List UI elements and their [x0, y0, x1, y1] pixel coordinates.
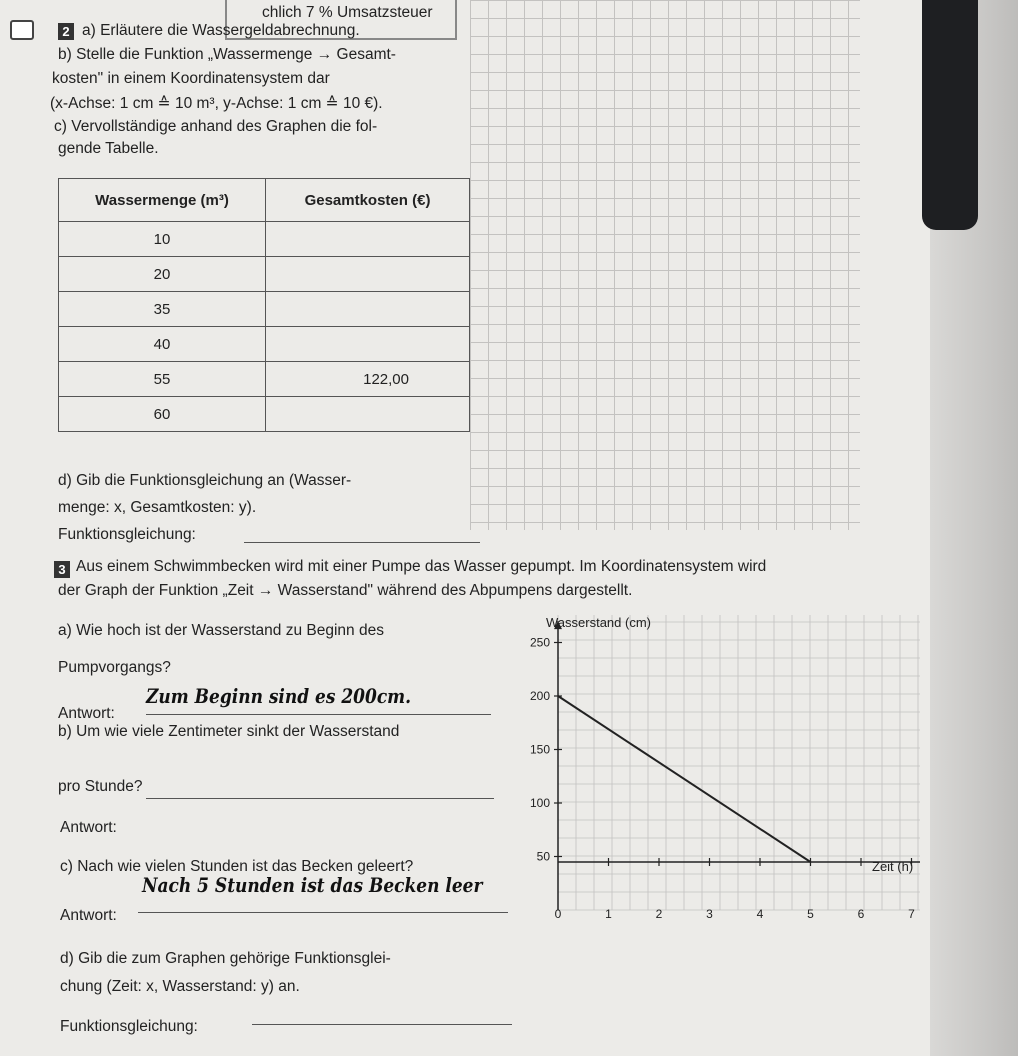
x-tick-label: 0: [554, 907, 562, 921]
task-2c-text-2: gende Tabelle.: [58, 140, 159, 157]
x-tick-label: 1: [605, 907, 612, 921]
cell-cost[interactable]: 122,00: [266, 362, 470, 397]
task-2d-answer-line[interactable]: [244, 542, 480, 543]
y-tick-label: 100: [529, 796, 550, 810]
task-3b-label: Antwort:: [60, 819, 117, 836]
task-2c-text-1: c) Vervollständige anhand des Graphen die fol-: [54, 118, 378, 135]
chart-y-axis-label: Wasserstand (cm): [546, 615, 651, 630]
task-3d-label: Funktionsgleichung:: [60, 1018, 198, 1035]
chart-x-axis-label: Zeit (h): [872, 859, 914, 874]
y-tick-label: 150: [529, 742, 550, 757]
chart-grid: [558, 615, 920, 910]
task-3d-text-1: d) Gib die zum Graphen gehörige Funktionsglei-: [60, 950, 391, 967]
water-cost-table: [58, 178, 470, 432]
cell-amount: 60: [59, 397, 266, 432]
header-water-amount: Wassermenge (m³): [59, 179, 266, 222]
task-3a-text-1: a) Wie hoch ist der Wasserstand zu Beginn des: [58, 622, 384, 639]
table-row: [59, 292, 470, 327]
cell-amount: 35: [59, 292, 266, 327]
calculator-icon: [10, 20, 34, 40]
task-3b-text-2: pro Stunde?: [58, 778, 143, 795]
task-3a-answer-line[interactable]: [146, 714, 491, 715]
x-tick-label: 7: [908, 907, 915, 921]
cell-cost[interactable]: [266, 257, 470, 292]
table-header-row: [59, 179, 470, 222]
task-2a-text: a) Erläutere die Wassergeldabrechnung.: [82, 22, 360, 39]
cell-cost[interactable]: [266, 292, 470, 327]
task-3a-text-2: Pumpvorgangs?: [58, 659, 171, 676]
task-2b-text-1: b) Stelle die Funktion „Wassermenge → Gesamt-: [58, 46, 396, 63]
task-2d-text-1: d) Gib die Funktionsgleichung an (Wasser-: [58, 472, 352, 489]
task-3b-answer-line[interactable]: [146, 798, 494, 799]
phone-edge: [922, 0, 978, 230]
x-tick-label: 2: [655, 907, 663, 921]
task-2-badge: 2: [58, 23, 74, 40]
task-3c-text-1: c) Nach wie vielen Stunden ist das Becken geleert?: [60, 858, 414, 875]
table-row: [59, 397, 470, 432]
table-row: [59, 257, 470, 292]
cell-cost[interactable]: [266, 327, 470, 362]
table-row: [59, 222, 470, 257]
cell-amount: 10: [59, 222, 266, 257]
task-3c-handwritten-answer: Nach 5 Stunden ist das Becken leer: [142, 873, 483, 897]
cell-amount: 20: [59, 257, 266, 292]
cell-cost[interactable]: [266, 222, 470, 257]
task-2b-text-2: kosten" in einem Koordinatensystem dar: [52, 70, 330, 87]
task-2b-text-3: (x-Achse: 1 cm ≙ 10 m³, y-Achse: 1 cm ≙ 10 €).: [50, 95, 383, 112]
task-3-badge: 3: [54, 561, 70, 578]
task-3d-text-2: chung (Zeit: x, Wasserstand: y) an.: [60, 978, 300, 995]
task-3d-answer-line[interactable]: [252, 1024, 512, 1025]
cell-amount: 40: [59, 327, 266, 362]
x-tick-label: 3: [706, 907, 713, 921]
x-tick-label: 5: [807, 907, 814, 921]
cell-cost[interactable]: [266, 397, 470, 432]
x-tick-label: 6: [857, 907, 865, 921]
table-row: [59, 362, 470, 397]
y-tick-label: 200: [529, 689, 550, 703]
task-3a-handwritten-answer: Zum Beginn sind es 200cm.: [146, 684, 412, 708]
task-3c-label: Antwort:: [60, 907, 117, 924]
task-3a-label: Antwort:: [58, 705, 115, 722]
y-tick-label: 50: [536, 849, 550, 864]
water-level-chart: [500, 605, 920, 935]
graph-paper-grid: [470, 0, 860, 530]
task-3-intro-2: der Graph der Funktion „Zeit → Wasserstand" während des Abpumpens dargestellt.: [58, 582, 633, 599]
header-total-cost: Gesamtkosten (€): [266, 179, 470, 222]
task-2d-label: Funktionsgleichung:: [58, 526, 196, 543]
task-2d-text-2: menge: x, Gesamtkosten: y).: [58, 499, 257, 516]
task-3-intro-1: Aus einem Schwimmbecken wird mit einer Pumpe das Wasser gepumpt. Im Koordinatensystem wird: [76, 558, 767, 575]
cell-amount: 55: [59, 362, 266, 397]
table-row: [59, 327, 470, 362]
task-3c-answer-line[interactable]: [138, 912, 508, 913]
x-tick-label: 4: [756, 907, 764, 921]
y-tick-label: 250: [529, 635, 550, 650]
chart-axes: [554, 621, 920, 910]
task-3b-text-1: b) Um wie viele Zentimeter sinkt der Wasserstand: [58, 723, 400, 740]
chart-ticks: [530, 636, 915, 922]
tax-note: chlich 7 % Umsatzsteuer: [262, 4, 433, 21]
